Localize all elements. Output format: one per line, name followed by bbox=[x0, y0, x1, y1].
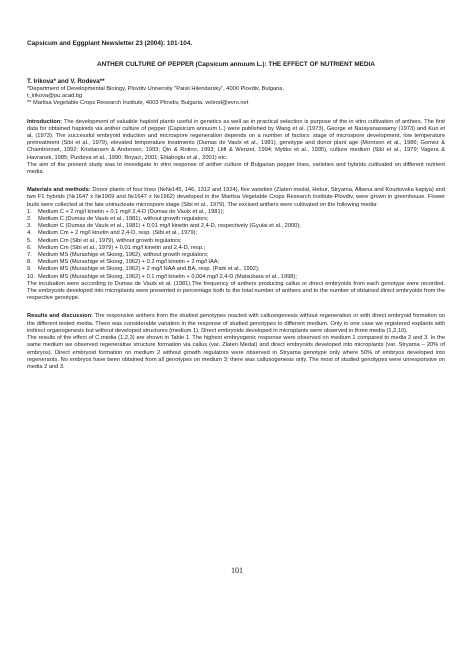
media-item: 10. Medium MS (Murashige et Skoog, 1962) + 0.1 mg/l kinetin + 0,004 mg/l 2,4-D (Matsubara et al., 1998); bbox=[27, 273, 297, 280]
affiliation-email[interactable]: t_irikova@pu.acad.bg bbox=[27, 93, 83, 100]
media-item: 4. Medium Cm + 2 mg/l kinetin and 2,4-D, resp. (Sibi et al., 1979); bbox=[27, 230, 198, 237]
affiliations bbox=[27, 86, 445, 108]
intro-paragraph-1: Introduction: The development of valuable haploid plants useful in genetics as well as in practical selection is purpose of the in vitro cultivation of anthers. The first data for obtained haploids via anther culture of pepper (Capsicum annuum L.) were published by Wang et al. (1973), George et Narayanaswamy (1973) and Kuo et al. (1973). The successful embryoid induction and microspore regeneration depends on a number of factors: stage of microspore development, low temperature pretreatment (Sibi et al., 1979), elevated temperature treatments (Dumas de Vaulx et al., 1981), genotype and donor plant age (Morrison et al., 1986; Gomez & Chambonnet, 1992; Kristiansen & Andersen, 1993; Qin & Rotino, 1993; Ltifi & Wenzel, 1994; Mytiko et al., 1995), culture medium (Sibi et al., 1979; Vagera & Havranek, 1985; Purdeva et al., 1990; Boyaci, 2001; Eliiaboglu et al., 2001) etc. bbox=[27, 118, 445, 161]
results-heading: Results and discussion: bbox=[27, 313, 93, 320]
media-item: 7. Medium MS (Murashige et Skoog, 1962), without growth regulators; bbox=[27, 252, 209, 259]
media-item: 2. Medium C (Dumas de Vaulx et al., 1981), without growth regulators; bbox=[27, 216, 209, 223]
materials-heading: Materials and methods: bbox=[27, 187, 91, 194]
materials-section bbox=[27, 187, 445, 302]
media-item: 3. Medium C (Dumas de Vaulx et al., 1981) + 0,01 mg/l kinetin and 2,4-D, respectively (Gyulai et al., 2000); bbox=[27, 223, 301, 230]
intro-heading: Introduction: bbox=[27, 118, 63, 125]
journal-citation: Capsicum and Eggplant Newsletter 23 (2004): 101-104. bbox=[27, 40, 193, 47]
page-number: 101 bbox=[231, 566, 243, 575]
materials-intro: Materials and methods: Donor plants of four lines (№№145, 146, 1312 and 1924), five varieties (Zlaten medal, Hebur, Stryama, Albena and Kourtovska kapiya) and two F1 hybrids (№1647 x №1969 and №1647 x №1962) developed in the Maritsa Vegetable Crops Research Institute-Plovdiv, were grown in greenhouse. Flower buds were collected at the late uninucleate microspore stage (Sibi et al., 1979). The excised anthers were cultivated on the following media: bbox=[27, 187, 445, 208]
affiliation-2: ** Maritsa Vegetable Crops Research Institute, 4003 Plovdiv, Bulgaria. velirod@evro.net bbox=[27, 100, 249, 107]
paper-page bbox=[27, 40, 445, 382]
results-paragraph-1: Results and discussion: The responsive anthers from the studied genotypes reacted with callusogenesis without regeneration or with direct embryoid formation on the different tested media. There was considerable variation in the response of studied genotypes to different medium. Only in one case we registered explants with indirect organogenesis but without developed structures (medium 1). Direct embryoids developed in microplants were observed in three media (1,2,10). bbox=[27, 313, 445, 334]
materials-closing: The incubation were according to Dumas de Vaulx et al. (1981).The frequency of anthers producing callus or direct embryoids from each genotype were recorded. The embryoids developed into microplants were presented in percentage both to the total number of anthers and to the number of obtained direct embryoids from the respective genotype. bbox=[27, 280, 445, 302]
results-paragraph-2: The results of the effect of C media (1,2,3) are shown in Table 1. The highest embryogenic response were observed on medium 1 compared to media 2 and 3. In the same medium we observed regenerative structure formation via callus (var. Zlaten Medal) and direct embryoids developed into microplants (var. Stryama – 20% of embryos). Direct embryoid formation on medium 2 without growth regulators were observed in Stryama genotype only where 50% of embryos developed into regenerants. No embryos have been obtained from all genotypes on medium 3; there was callusogenesis only. The most of studied genotypes were unresponsive on media 2 and 3. bbox=[27, 335, 445, 370]
introduction-section bbox=[27, 119, 445, 177]
paper-title: ANTHER CULTURE OF PEPPER (Capsicum annuum L.): THE EFFECT OF NUTRIENT MEDIA bbox=[97, 61, 375, 68]
intro-paragraph-2: The aim of the present study was to investigate in vitro response of anther culture of Bulgarian pepper lines, varieties and hybrids cultivated on different nutrient media. bbox=[27, 161, 445, 176]
media-list bbox=[27, 209, 445, 281]
media-item: 5. Medium Cm (Sibi et al., 1979), without growth regulators; bbox=[27, 237, 182, 244]
media-item: 6. Medium Cm (Sibi et al., 1979) + 0,01 mg/l kinetin and 2,4-D, resp.; bbox=[27, 244, 206, 251]
media-item: 1. Medium C + 2 mg/l kinetin + 0,1 mg/l 2,4-D (Dumas de Vaulx et al., 1981); bbox=[27, 208, 225, 215]
results-section bbox=[27, 313, 445, 371]
media-item: 8. Medium MS (Murashige et Skoog, 1962) + 0.2 mg/l kinetin + 2 mg/l IAA; bbox=[27, 259, 220, 266]
affiliation-1: *Department of Developmental Biology, Plovdiv University "Paisii Hilendarsky", 4000 Plovdiv, Bulgaria. bbox=[27, 86, 285, 92]
authors: T. Irikova* and V. Rodeva** bbox=[27, 78, 105, 85]
media-item: 9. Medium MS (Murashige et Skoog, 1962) + 2 mg/l NAA and BA, resp. (Park et al., 1992); bbox=[27, 266, 260, 273]
